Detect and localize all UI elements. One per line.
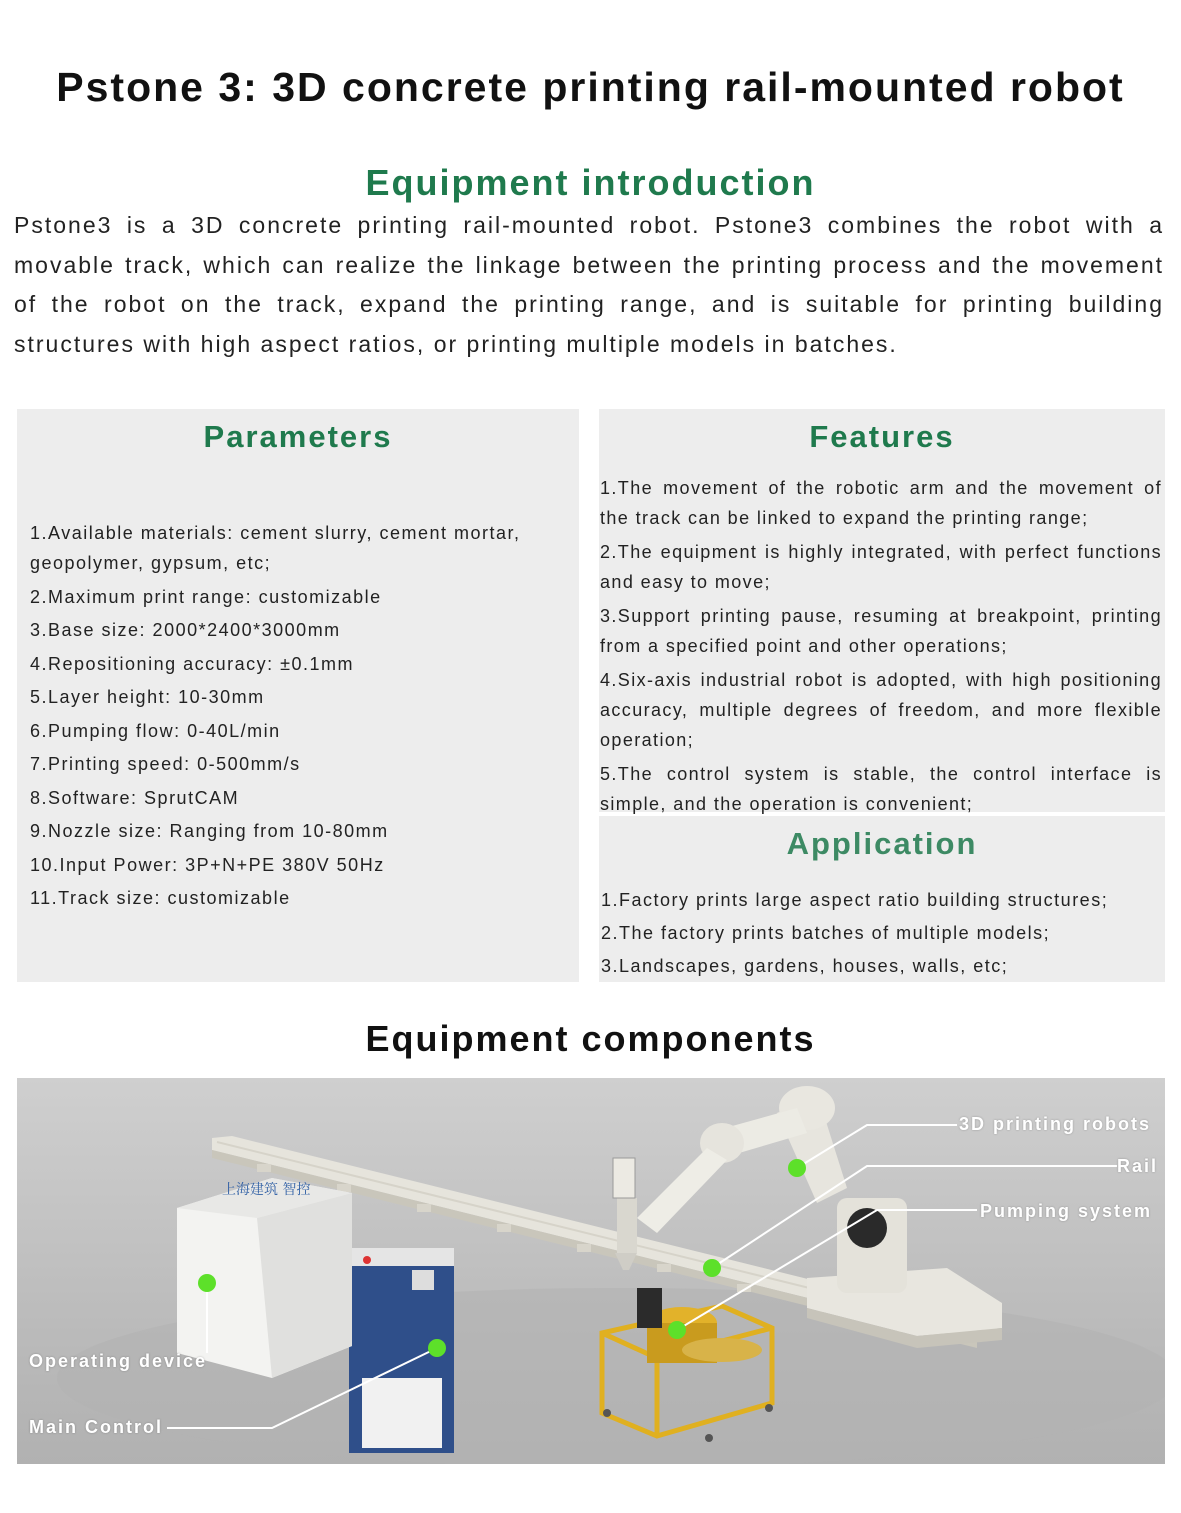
- parameter-item: 4.Repositioning accuracy: ±0.1mm: [30, 653, 355, 674]
- marker-rail: [703, 1259, 721, 1277]
- callout-main-control: Main Control: [29, 1417, 163, 1437]
- intro-heading: Equipment introduction: [365, 162, 816, 203]
- features-panel: [599, 409, 1165, 812]
- components-photo: [17, 1078, 1165, 1464]
- parameter-item: 1.Available materials: cement slurry, cement mortar, geopolymer, gypsum, etc;: [30, 523, 521, 573]
- callout-rail: Rail: [1117, 1156, 1159, 1176]
- application-item: 1.Factory prints large aspect ratio building structures;: [601, 890, 1109, 910]
- application-list: [601, 884, 1163, 983]
- marker-robot: [788, 1159, 806, 1177]
- feature-item: 1.The movement of the robotic arm and the movement of the track can be linked to expand the printing range;: [600, 478, 1162, 528]
- feature-item: 4.Six-axis industrial robot is adopted, with high positioning accuracy, multiple degrees of freedom, and more flexible operation;: [600, 670, 1162, 750]
- parameters-list: [30, 518, 575, 917]
- application-item: 3.Landscapes, gardens, houses, walls, etc;: [601, 956, 1009, 976]
- marker-main-control: [428, 1339, 446, 1357]
- application-panel: [599, 816, 1165, 982]
- parameters-panel: [17, 409, 579, 982]
- box-sign-text: 上海建筑 智控: [222, 1182, 311, 1198]
- features-list: [600, 473, 1162, 823]
- parameter-item: 8.Software: SprutCAM: [30, 787, 240, 808]
- parameter-item: 10.Input Power: 3P+N+PE 380V 50Hz: [30, 854, 385, 875]
- callout-operating: Operating device: [29, 1351, 208, 1371]
- parameter-item: 6.Pumping flow: 0-40L/min: [30, 720, 281, 741]
- callout-robot: 3D printing robots: [959, 1114, 1151, 1134]
- application-item: 2.The factory prints batches of multiple models;: [601, 923, 1051, 943]
- feature-item: 5.The control system is stable, the control interface is simple, and the operation is convenient;: [600, 764, 1162, 814]
- parameter-item: 5.Layer height: 10-30mm: [30, 687, 265, 707]
- components-heading: Equipment components: [365, 1018, 816, 1059]
- intro-text: Pstone3 is a 3D concrete printing rail-mounted robot. Pstone3 combines the robot with a movable track, which can realize the linkage between the printing process and the movement of the robot on the track, expand the printing range, and is suitable for printing building structures with high aspect ratios, or printing multiple models in batches.: [14, 212, 1164, 357]
- callout-pump: Pumping system: [980, 1201, 1153, 1221]
- feature-item: 2.The equipment is highly integrated, with perfect functions and easy to move;: [600, 542, 1162, 592]
- parameter-item: 11.Track size: customizable: [30, 888, 291, 908]
- equipment-illustration: [17, 1078, 1165, 1464]
- feature-item: 3.Support printing pause, resuming at breakpoint, printing from a specified point and other operations;: [600, 606, 1162, 656]
- application-heading: Application: [786, 826, 978, 861]
- features-heading: Features: [809, 419, 955, 454]
- parameter-item: 2.Maximum print range: customizable: [30, 586, 382, 607]
- marker-pump: [668, 1321, 686, 1339]
- page-title: Pstone 3: 3D concrete printing rail-mounted robot: [56, 64, 1125, 110]
- parameter-item: 9.Nozzle size: Ranging from 10-80mm: [30, 821, 389, 841]
- parameters-heading: Parameters: [203, 419, 393, 454]
- marker-operating: [198, 1274, 216, 1292]
- parameter-item: 7.Printing speed: 0-500mm/s: [30, 754, 301, 774]
- parameter-item: 3.Base size: 2000*2400*3000mm: [30, 620, 341, 640]
